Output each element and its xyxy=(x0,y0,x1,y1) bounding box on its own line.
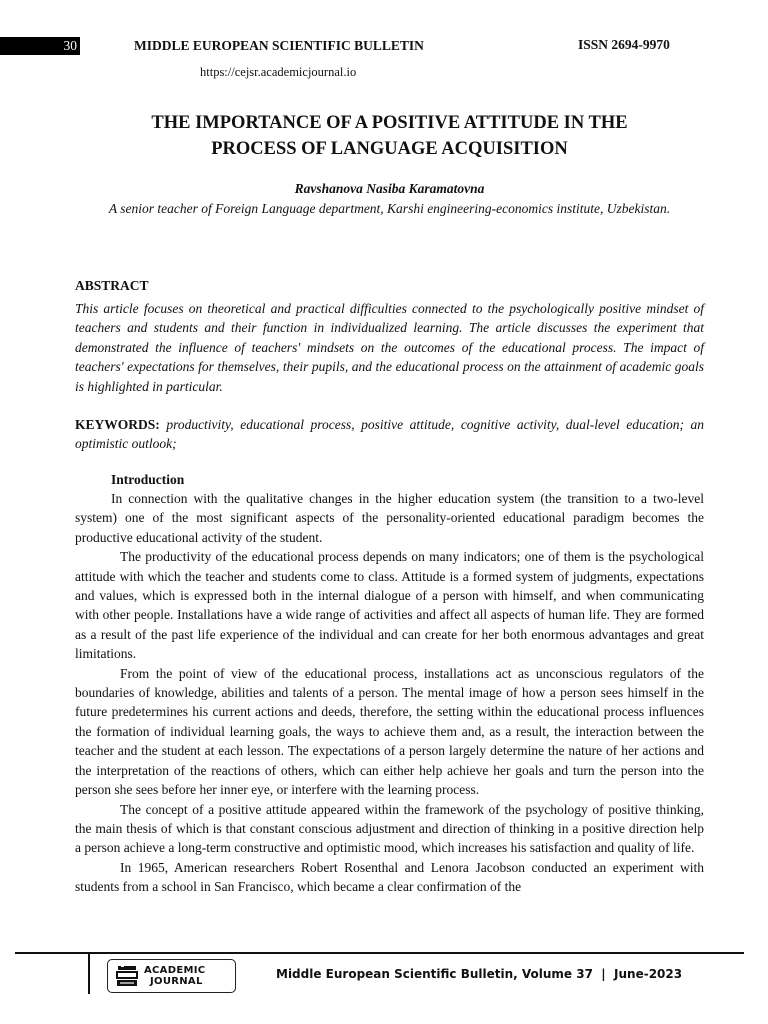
journal-url[interactable]: https://cejsr.academicjournal.io xyxy=(200,65,357,79)
author-affiliation: A senior teacher of Foreign Language department, Karshi engineering-economics institute, Uzbekistan. xyxy=(108,201,671,216)
paragraph: The productivity of the educational process depends on many indicators; one of them is the psychological attitude with which the teacher and students come to class. Attitude is a formed system of judgments, expectations and values, which is expressed both in the internal dialogue of a person with himself, and when communicating with other people. Installations have a wide range of activities and affect all aspects of human life. They are formed as a result of the past life experience of the individual and can create for her both enormous advantages and great limitations. xyxy=(75,549,704,662)
issn: ISSN 2694-9970 xyxy=(578,37,670,52)
page-number: 30 xyxy=(0,37,80,55)
author-name: Ravshanova Nasiba Karamatovna xyxy=(294,181,485,196)
keywords xyxy=(75,415,704,454)
footer-vertical-divider xyxy=(88,954,90,994)
introduction-body xyxy=(75,489,704,897)
paragraph: In connection with the qualitative changes in the higher education system (the transition to a two-level system) one of the most significant aspects of the personality-oriented educational paradigm becomes the productive educational activity of the student. xyxy=(75,491,704,545)
abstract-text: This article focuses on theoretical and practical difficulties connected to the psychologically positive mindset of teachers and students and their function in individualized learning. The article discusses the experiment that demonstrated the influence of teachers' mindsets on the outcomes of the educational process. The impact of teachers' expectations for themselves, their pupils, and the educational process on the attainment of academic goals is highlighted in particular. xyxy=(75,301,704,394)
footer-citation: Middle European Scientific Bulletin, Volume 37 | June-2023 xyxy=(276,967,683,981)
keywords-text: productivity, educational process, positive attitude, cognitive activity, dual-level education; an optimistic outlook; xyxy=(75,417,705,452)
paragraph: From the point of view of the educational process, installations act as unconscious regulators of the boundaries of knowledge, abilities and talents of a person. The mental image of how a person sees himself in the future predetermines his current actions and deeds, therefore, the setting within the educational process influences the formation of individual learning goals, the ways to achieve them and, as a result, the interaction between the teacher and the student at each lesson. The expectations of a person largely determine the nature of her actions and the interpretation of the reactions of others, which can either help achieve her goals and turn the person into the person she sees before her inner eye, or interfere with the learning process. xyxy=(75,665,704,798)
logo-line-1: ACADEMIC xyxy=(144,965,206,976)
title-line-2: PROCESS OF LANGUAGE ACQUISITION xyxy=(211,139,568,159)
journal-name: MIDDLE EUROPEAN SCIENTIFIC BULLETIN xyxy=(134,38,424,53)
logo-line-2: JOURNAL xyxy=(150,976,203,987)
logo-text xyxy=(144,965,205,987)
abstract-heading: ABSTRACT xyxy=(75,278,149,293)
title-line-1: THE IMPORTANCE OF A POSITIVE ATTITUDE IN THE xyxy=(151,113,628,133)
keywords-label: KEYWORDS: xyxy=(75,417,160,432)
footer-divider xyxy=(15,952,744,954)
introduction-heading: Introduction xyxy=(111,472,185,487)
academic-journal-logo xyxy=(107,959,236,993)
article-title xyxy=(75,110,704,162)
paragraph: In 1965, American researchers Robert Rosenthal and Lenora Jacobson conducted an experiment with students from a school in San Francisco, which became a clear confirmation of the xyxy=(75,859,704,895)
book-stack-icon xyxy=(116,964,138,988)
paragraph: The concept of a positive attitude appeared within the framework of the psychology of positive thinking, the main thesis of which is that constant conscious adjustment and direction of thinking in a positive direction help a person achieve a long-term constructive and optimistic mood, which increases his satisfaction and quality of life. xyxy=(75,801,704,856)
